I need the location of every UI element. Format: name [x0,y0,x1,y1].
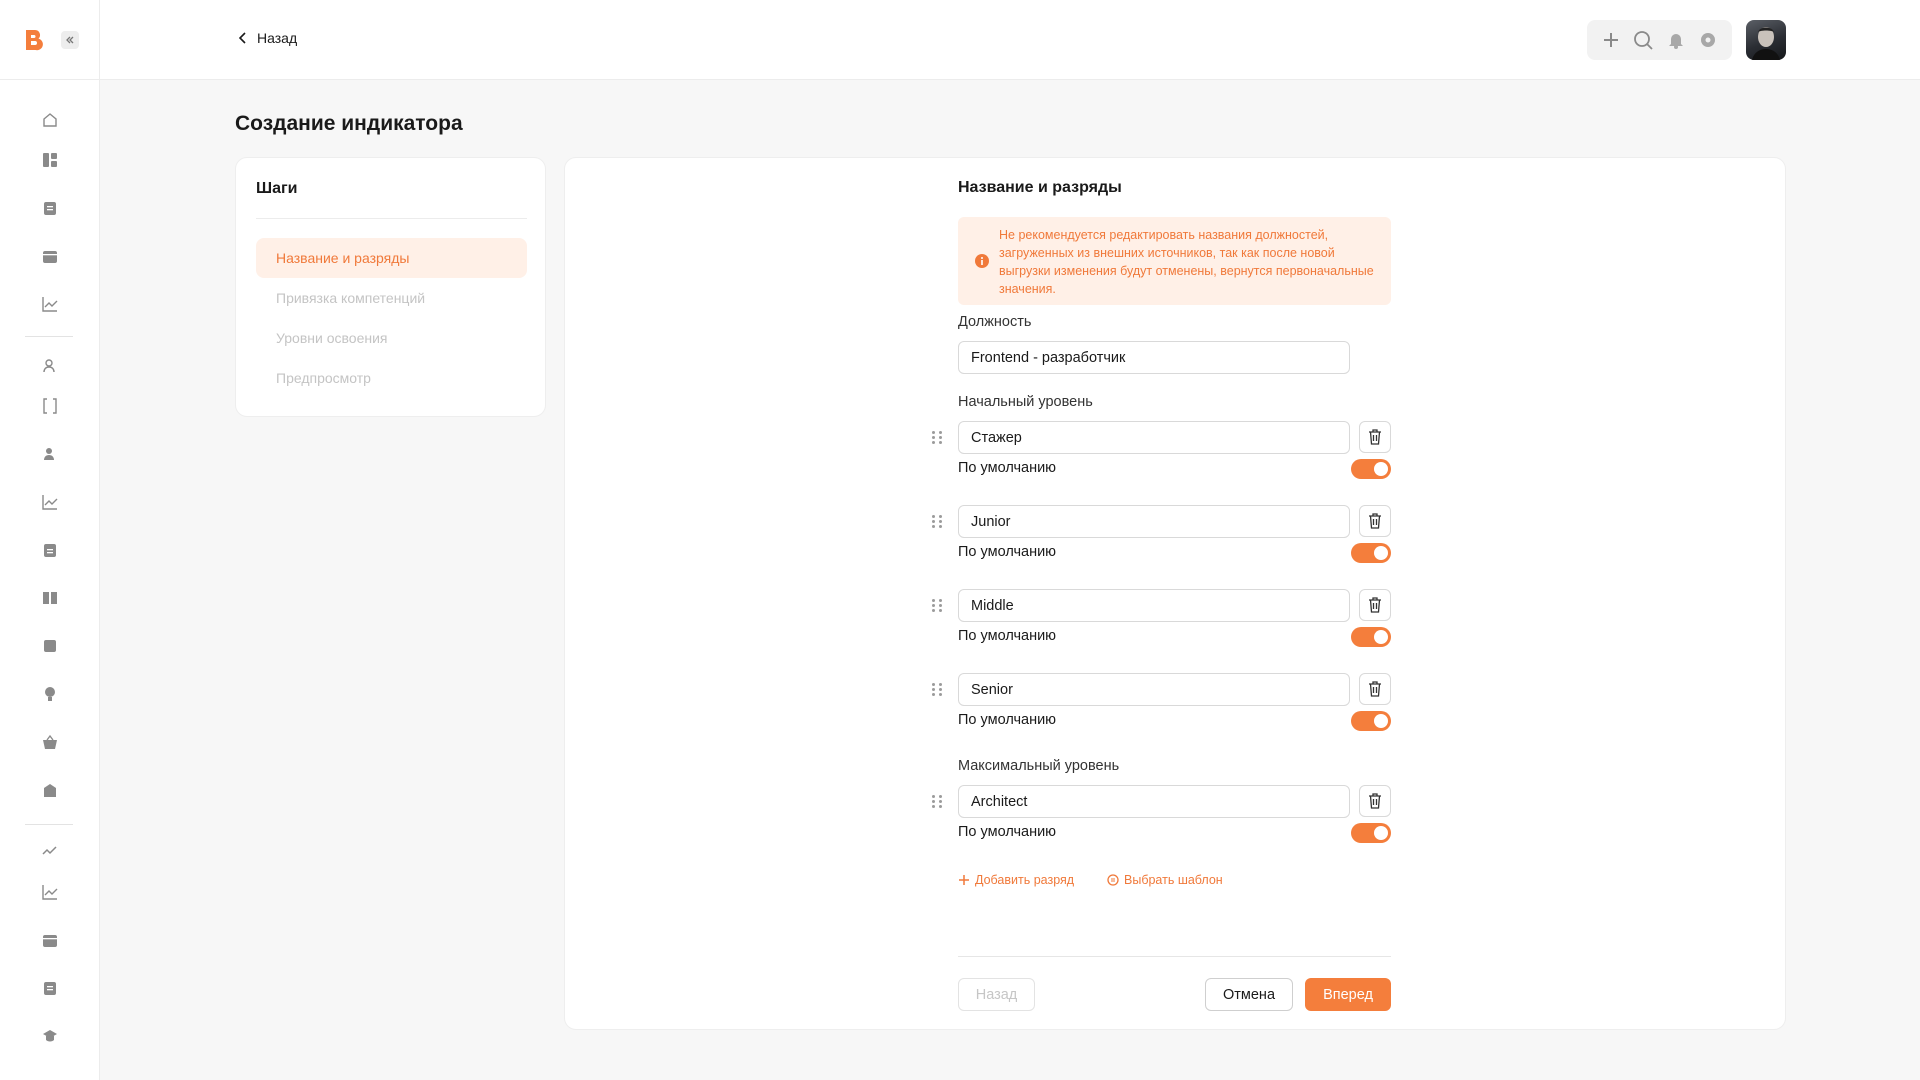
graduation-icon[interactable] [40,1026,60,1046]
clipboard-icon[interactable] [40,198,60,218]
cancel-button[interactable]: Отмена [1205,978,1293,1011]
calendar-icon[interactable] [40,246,60,266]
add-grade-button[interactable] [958,873,1074,887]
default-label: По умолчанию [958,460,1057,476]
sidebar [0,0,100,1080]
delete-level-button[interactable] [1359,505,1391,537]
delete-level-button[interactable] [1359,421,1391,453]
drag-handle-icon[interactable] [932,512,944,530]
default-toggle[interactable] [1351,823,1391,843]
avatar[interactable] [1746,20,1786,60]
level-input-3[interactable] [958,589,1350,622]
trash-icon [1368,681,1382,697]
users-icon[interactable] [40,356,60,376]
add-grade-label: Добавить разряд [975,873,1075,887]
back-button[interactable]: Назад [958,978,1035,1011]
level-input-2[interactable] [958,505,1350,538]
collapse-sidebar-button[interactable] [61,31,79,49]
basket-icon[interactable] [40,732,60,752]
sidebar-divider [25,336,73,337]
sidebar-header [0,0,99,80]
steps-title: Шаги [256,180,298,197]
steps-divider [256,218,527,219]
drag-handle-icon[interactable] [932,792,944,810]
choose-template-label: Выбрать шаблон [1124,873,1223,887]
back-link-label: Назад [257,30,298,46]
default-label: По умолчанию [958,712,1057,728]
default-toggle[interactable] [1351,711,1391,731]
level-value: Middle [971,597,1014,614]
drag-handle-icon[interactable] [932,596,944,614]
top-header [100,0,1920,80]
default-toggle[interactable] [1351,627,1391,647]
page-title: Создание индикатора [235,112,463,135]
delete-level-button[interactable] [1359,673,1391,705]
step-preview[interactable]: Предпросмотр [276,370,371,386]
gear-icon[interactable] [1697,29,1719,51]
drag-handle-icon[interactable] [932,428,944,446]
default-label: По умолчанию [958,628,1057,644]
warning-text: Не рекомендуется редактировать названия должностей, загруженных из внешних источников, так как после новой выгрузки изменения будут отменены, вернутся первоначальные значения. [999,228,1374,296]
sidebar-divider [25,824,73,825]
default-toggle[interactable] [1351,459,1391,479]
steps-card [235,157,546,417]
events-calendar-icon[interactable] [40,930,60,950]
search-icon[interactable] [1632,29,1654,51]
building-icon[interactable] [40,780,60,800]
home-icon[interactable] [40,110,60,130]
dashboard-icon[interactable] [40,150,60,170]
level-value: Стажер [971,429,1022,446]
user-settings-icon[interactable] [40,444,60,464]
trash-icon [1368,429,1382,445]
logo[interactable] [23,28,47,52]
plus-icon[interactable] [1600,29,1622,51]
chevron-left-icon [239,32,247,44]
level-input-5[interactable] [958,785,1350,818]
plus-icon [958,874,970,886]
default-label: По умолчанию [958,824,1057,840]
level-value: Senior [971,681,1013,698]
report-chart-icon[interactable] [40,882,60,902]
user-photo-icon [1746,20,1786,60]
info-icon [975,254,989,268]
warning-banner [958,217,1391,305]
step-mastery-levels[interactable]: Уровни освоения [276,330,388,346]
step-competencies[interactable]: Привязка компетенций [276,290,426,306]
level-value: Architect [971,793,1028,810]
bell-icon[interactable] [1665,29,1687,51]
default-toggle[interactable] [1351,543,1391,563]
analytics-icon[interactable] [40,492,60,512]
level-input-1[interactable] [958,421,1350,454]
archive-icon[interactable] [40,636,60,656]
delete-level-button[interactable] [1359,589,1391,621]
level-input-4[interactable] [958,673,1350,706]
position-input[interactable] [958,341,1350,374]
level-value: Junior [971,513,1011,530]
schedule-icon[interactable] [40,540,60,560]
trend-icon[interactable] [40,842,60,862]
template-icon [1107,874,1119,886]
max-level-label: Максимальный уровень [958,758,1120,774]
footer-divider [958,956,1391,957]
drag-handle-icon[interactable] [932,680,944,698]
default-label: По умолчанию [958,544,1057,560]
step-name-and-grades[interactable]: Название и разряды [256,238,527,278]
next-button[interactable]: Вперед [1305,978,1391,1011]
double-chevron-left-icon [65,35,75,45]
position-label: Должность [958,314,1032,330]
back-link[interactable] [239,30,297,46]
book-icon[interactable] [40,588,60,608]
header-toolbar [1587,20,1732,60]
trash-icon [1368,793,1382,809]
trash-icon [1368,513,1382,529]
trash-icon [1368,597,1382,613]
delete-level-button[interactable] [1359,785,1391,817]
chart-icon[interactable] [40,294,60,314]
lightbulb-icon[interactable] [40,684,60,704]
start-level-label: Начальный уровень [958,394,1093,410]
section-title: Название и разряды [958,179,1122,196]
position-value: Frontend - разработчик [971,349,1126,366]
frame-icon[interactable] [40,396,60,416]
tasks-icon[interactable] [40,978,60,998]
choose-template-button[interactable] [1107,873,1223,887]
